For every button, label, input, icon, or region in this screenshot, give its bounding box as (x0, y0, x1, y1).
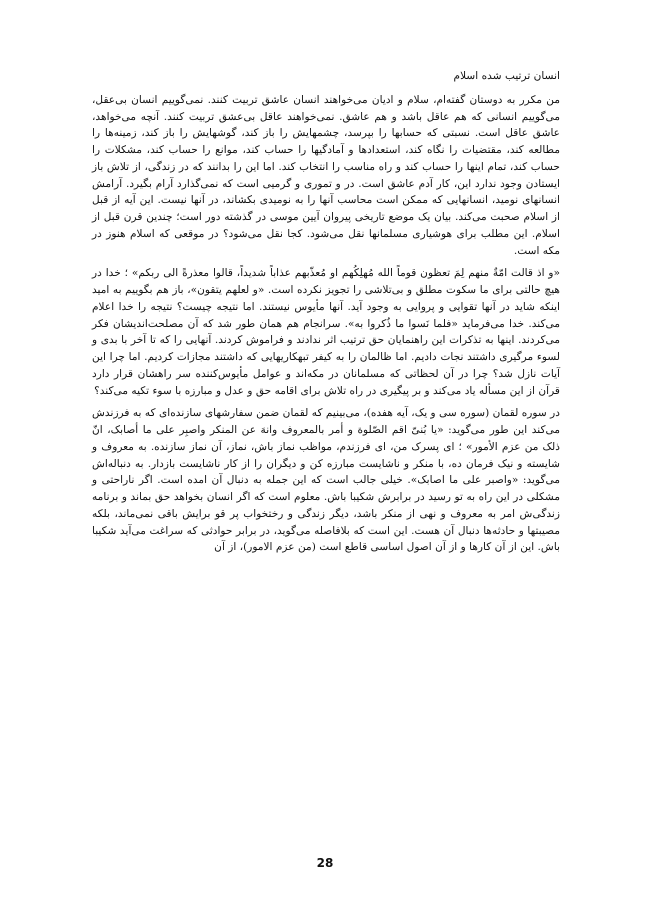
paragraph-1: من مکرر به دوستان گفته‌ام، سلام و ادیان می‌خواهند انسان عاشق تربیت کنند. نمی‌گوییم انسان بی‌عقل، می‌گوییم انسانی که هم عاقل باشد و هم عاشق. نمی‌خواهند عاقل بی‌عشق تربیت کنند. آنچه می‌خواهد، عاشق عاقل است. نسبتی که حسابها را بپرسد، چشمهایش را باز کند، گوشهایش را باز کند، زمینه‌ها را مطالعه کند، مقتضیات را نگاه کند، استعدادها و آمادگیها را حساب کند، موانع را حساب کند، مشکلات را حساب کند، تمام اینها را حساب کند و راه مناسب را انتخاب کند. اما این را بدانند که در زندگی، از تلاش باز ایستادن وجود ندارد این، کار آدم عاشق است. در و تموری و گرمیی است که نمی‌گذارد آرام بگیرد. آرامش انسانهای نومید، انسانهایی که ممکن است محاسب آنها را به نومیدی بکشاند، در آنها نیست. این آیه از قبل از اسلام صحبت می‌کند. بیان یک موضع تاریخی پیروان آیین موسی در گذشته دور است؛ چندین قرن قبل از اسلام. این مطلب برای هوشیاری مسلمانها نقل می‌شود. کجا نقل می‌شود؟ در موقعی که اسلام هنوز در مکه است. (92, 93, 560, 257)
running-title: انسان ترتیب شده اسلام (453, 70, 560, 82)
paragraph-3: در سوره لقمان (سوره سی و یک، آیه هفده)، می‌بینیم که لقمان ضمن سفارشهای سازنده‌ای که به فرزندش می‌کند این طور می‌گوید: «یا بُنیّ اقم الصّلوة و أمر بالمعروف وانهَ عن المنکر واصبِر علی ما أصابک، انّ ذلک من عزم الأمور» ؛ ای پسرک من، ای فرزندم، مواظب نماز باش، نماز، آن نماز سازنده. به معروف و شایسته و نیک فرمان ده، با منکر و ناشایست مبارزه کن و دیگران را از کار ناشایست بازدار. به دنباله‌اش می‌گوید: «واصبر علی ما اصابک». خیلی جالب است که این جمله به دنبال آن امده است. اگر ناراحتی و مشکلی در این راه به تو رسید در برابرش شکیبا باش. معلوم است که اگر انسان بخواهد حق بماند و برنامه زندگی‌ش امر به معروف و نهی از منکر باشد، دیگر زندگی و رختخواب پر قو برایش باقی نمی‌ماند، بلکه مصیبتها و حادثه‌ها دنبال آن هست. این است که بلافاصله می‌گوید، در برابر حوادثی که سراغت می‌آید شکیبا باش. این از آن کارها و از آن اصول اساسی قاطع است (من عزم الامور)، از آن (92, 407, 560, 554)
page-number: 28 (316, 856, 334, 870)
page-body (92, 68, 560, 562)
paragraph-2: «و اذ قالت امّةٌ منهم لِمَ تعظون قوماً الله مُهلِکُهم او مُعذّبهم عذاباً شدیداً، قالوا معذرةً الی ربکم» ؛ خدا در هیچ حالتی برای ما سکوت مطلق و بی‌تلاشی را تجویز نکرده است. «و لعلهم یتقون»، باز هم بگوییم به امید اینکه شاید در آنها تقوایی و پروایی به وجود آید. آنها مأیوس نیستند. اما نتیجه چیست؟ نتیجه را خدا اعلام می‌کند. خدا می‌فرماید «فلما نَسوا ما ذُکروا به». سرانجام هم همان طور شد که آن مصلحت‌اندیشان فکر می‌کردند. اینها به تذکرات این راهنمایان حق ترتیب اثر ندادند و فراموش کردند. آنهایی را که تا آخر با بدی و لسوء مرگیری داشتند نجات دادیم. اما ظالمان را به کیفر تبهکاریهایی که داشتند مجازات کردیم. اما چرا این آیات نازل شد؟ چرا در آن لحظاتی که مسلمانان در مکه‌اند و عوامل مأیوس‌کننده سر راهشان قرار دارد قرآن از این مسأله یاد می‌کند و بر پیگیری در راه تلاش برای اقامه حق و عدل و مبارزه با سوء تکیه می‌کند؟ (92, 267, 560, 397)
